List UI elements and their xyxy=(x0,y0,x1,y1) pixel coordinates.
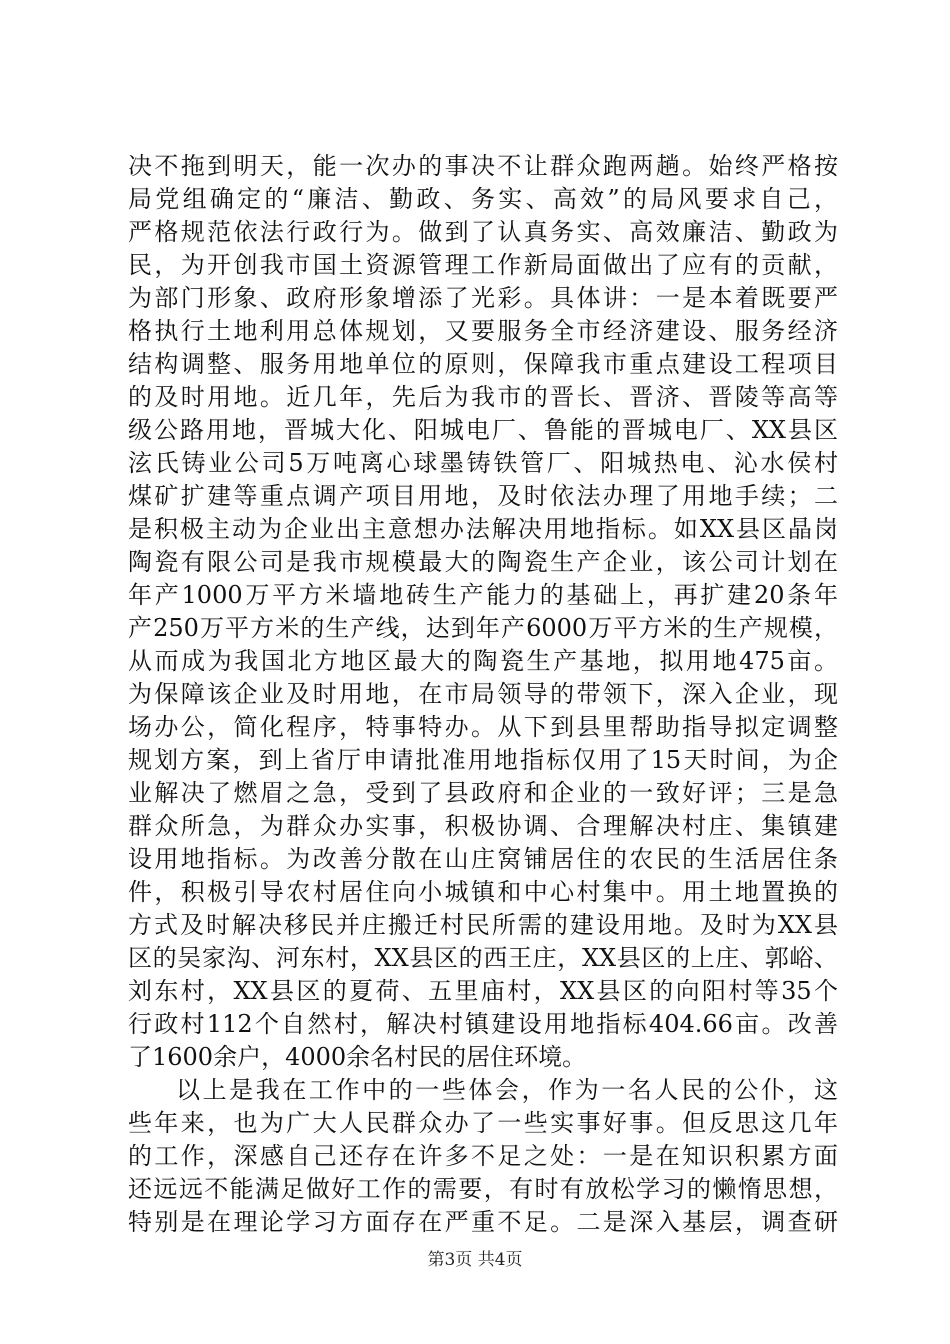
text-line: 严格规范依法行政行为。做到了认真务实、高效廉洁、勤政为 xyxy=(128,218,838,246)
text-line: 年产1000万平方米墙地砖生产能力的基础上，再扩建20条年 xyxy=(128,581,838,609)
text-line: 是积极主动为企业出主意想办法解决用地指标。如XX县区晶岗 xyxy=(128,515,838,543)
text-line: 为保障该企业及时用地，在市局领导的带领下，深入企业，现 xyxy=(128,680,838,708)
text-line: 泫氏铸业公司5万吨离心球墨铸铁管厂、阳城热电、沁水侯村 xyxy=(128,449,838,477)
text-line: 产250万平方米的生产线，达到年产6000万平方米的生产规模， xyxy=(128,614,838,642)
text-line: 规划方案，到上省厅申请批准用地指标仅用了15天时间，为企 xyxy=(128,746,838,774)
text-line: 结构调整、服务用地单位的原则，保障我市重点建设工程项目 xyxy=(128,350,838,378)
text-line: 决不拖到明天，能一次办的事决不让群众跑两趟。始终严格按 xyxy=(128,152,838,180)
text-line: 民，为开创我市国土资源管理工作新局面做出了应有的贡献， xyxy=(128,251,838,279)
text-line: 从而成为我国北方地区最大的陶瓷生产基地，拟用地475亩。 xyxy=(128,647,838,675)
text-line: 了1600余户，4000余名村民的居住环境。 xyxy=(128,1043,587,1071)
text-line: 陶瓷有限公司是我市规模最大的陶瓷生产企业，该公司计划在 xyxy=(128,548,838,576)
text-line: 件，积极引导农村居住向小城镇和中心村集中。用土地置换的 xyxy=(128,878,838,906)
document-body xyxy=(128,150,838,1239)
text-line: 群众所急，为群众办实事，积极协调、合理解决村庄、集镇建 xyxy=(128,812,838,840)
text-line: 级公路用地，晋城大化、阳城电厂、鲁能的晋城电厂、XX县区 xyxy=(128,416,838,444)
text-line: 的工作，深感自己还存在许多不足之处：一是在知识积累方面 xyxy=(128,1142,838,1170)
text-line: 些年来，也为广大人民群众办了一些实事好事。但反思这几年 xyxy=(128,1109,838,1137)
text-line: 煤矿扩建等重点调产项目用地，及时依法办理了用地手续；二 xyxy=(128,482,838,510)
text-line: 业解决了燃眉之急，受到了县政府和企业的一致好评；三是急 xyxy=(128,779,838,807)
text-line: 以上是我在工作中的一些体会，作为一名人民的公仆，这 xyxy=(176,1076,838,1104)
text-line: 方式及时解决移民并庄搬迁村民所需的建设用地。及时为XX县 xyxy=(128,911,838,939)
text-line: 区的吴家沟、河东村，XX县区的西王庄，XX县区的上庄、郭峪、 xyxy=(128,944,838,972)
text-line: 的及时用地。近几年，先后为我市的晋长、晋济、晋陵等高等 xyxy=(128,383,838,411)
text-line: 刘东村，XX县区的夏荷、五里庙村，XX县区的向阳村等35个 xyxy=(128,977,838,1005)
text-line: 设用地指标。为改善分散在山庄窝铺居住的农民的生活居住条 xyxy=(128,845,838,873)
text-line: 局党组确定的“廉洁、勤政、务实、高效”的局风要求自己， xyxy=(128,185,838,213)
text-line: 特别是在理论学习方面存在严重不足。二是深入基层，调查研 xyxy=(128,1208,838,1236)
text-line: 格执行土地利用总体规划，又要服务全市经济建设、服务经济 xyxy=(128,317,838,345)
paragraph-2 xyxy=(128,1074,838,1239)
text-line: 为部门形象、政府形象增添了光彩。具体讲：一是本着既要严 xyxy=(128,284,838,312)
text-line: 场办公，简化程序，特事特办。从下到县里帮助指导拟定调整 xyxy=(128,713,838,741)
paragraph-1 xyxy=(128,150,838,1074)
page-number-footer: 第3页 共4页 xyxy=(427,1250,523,1270)
text-line: 还远远不能满足做好工作的需要，有时有放松学习的懒惰思想， xyxy=(128,1175,838,1203)
text-line: 行政村112个自然村，解决村镇建设用地指标404.66亩。改善 xyxy=(128,1010,838,1038)
